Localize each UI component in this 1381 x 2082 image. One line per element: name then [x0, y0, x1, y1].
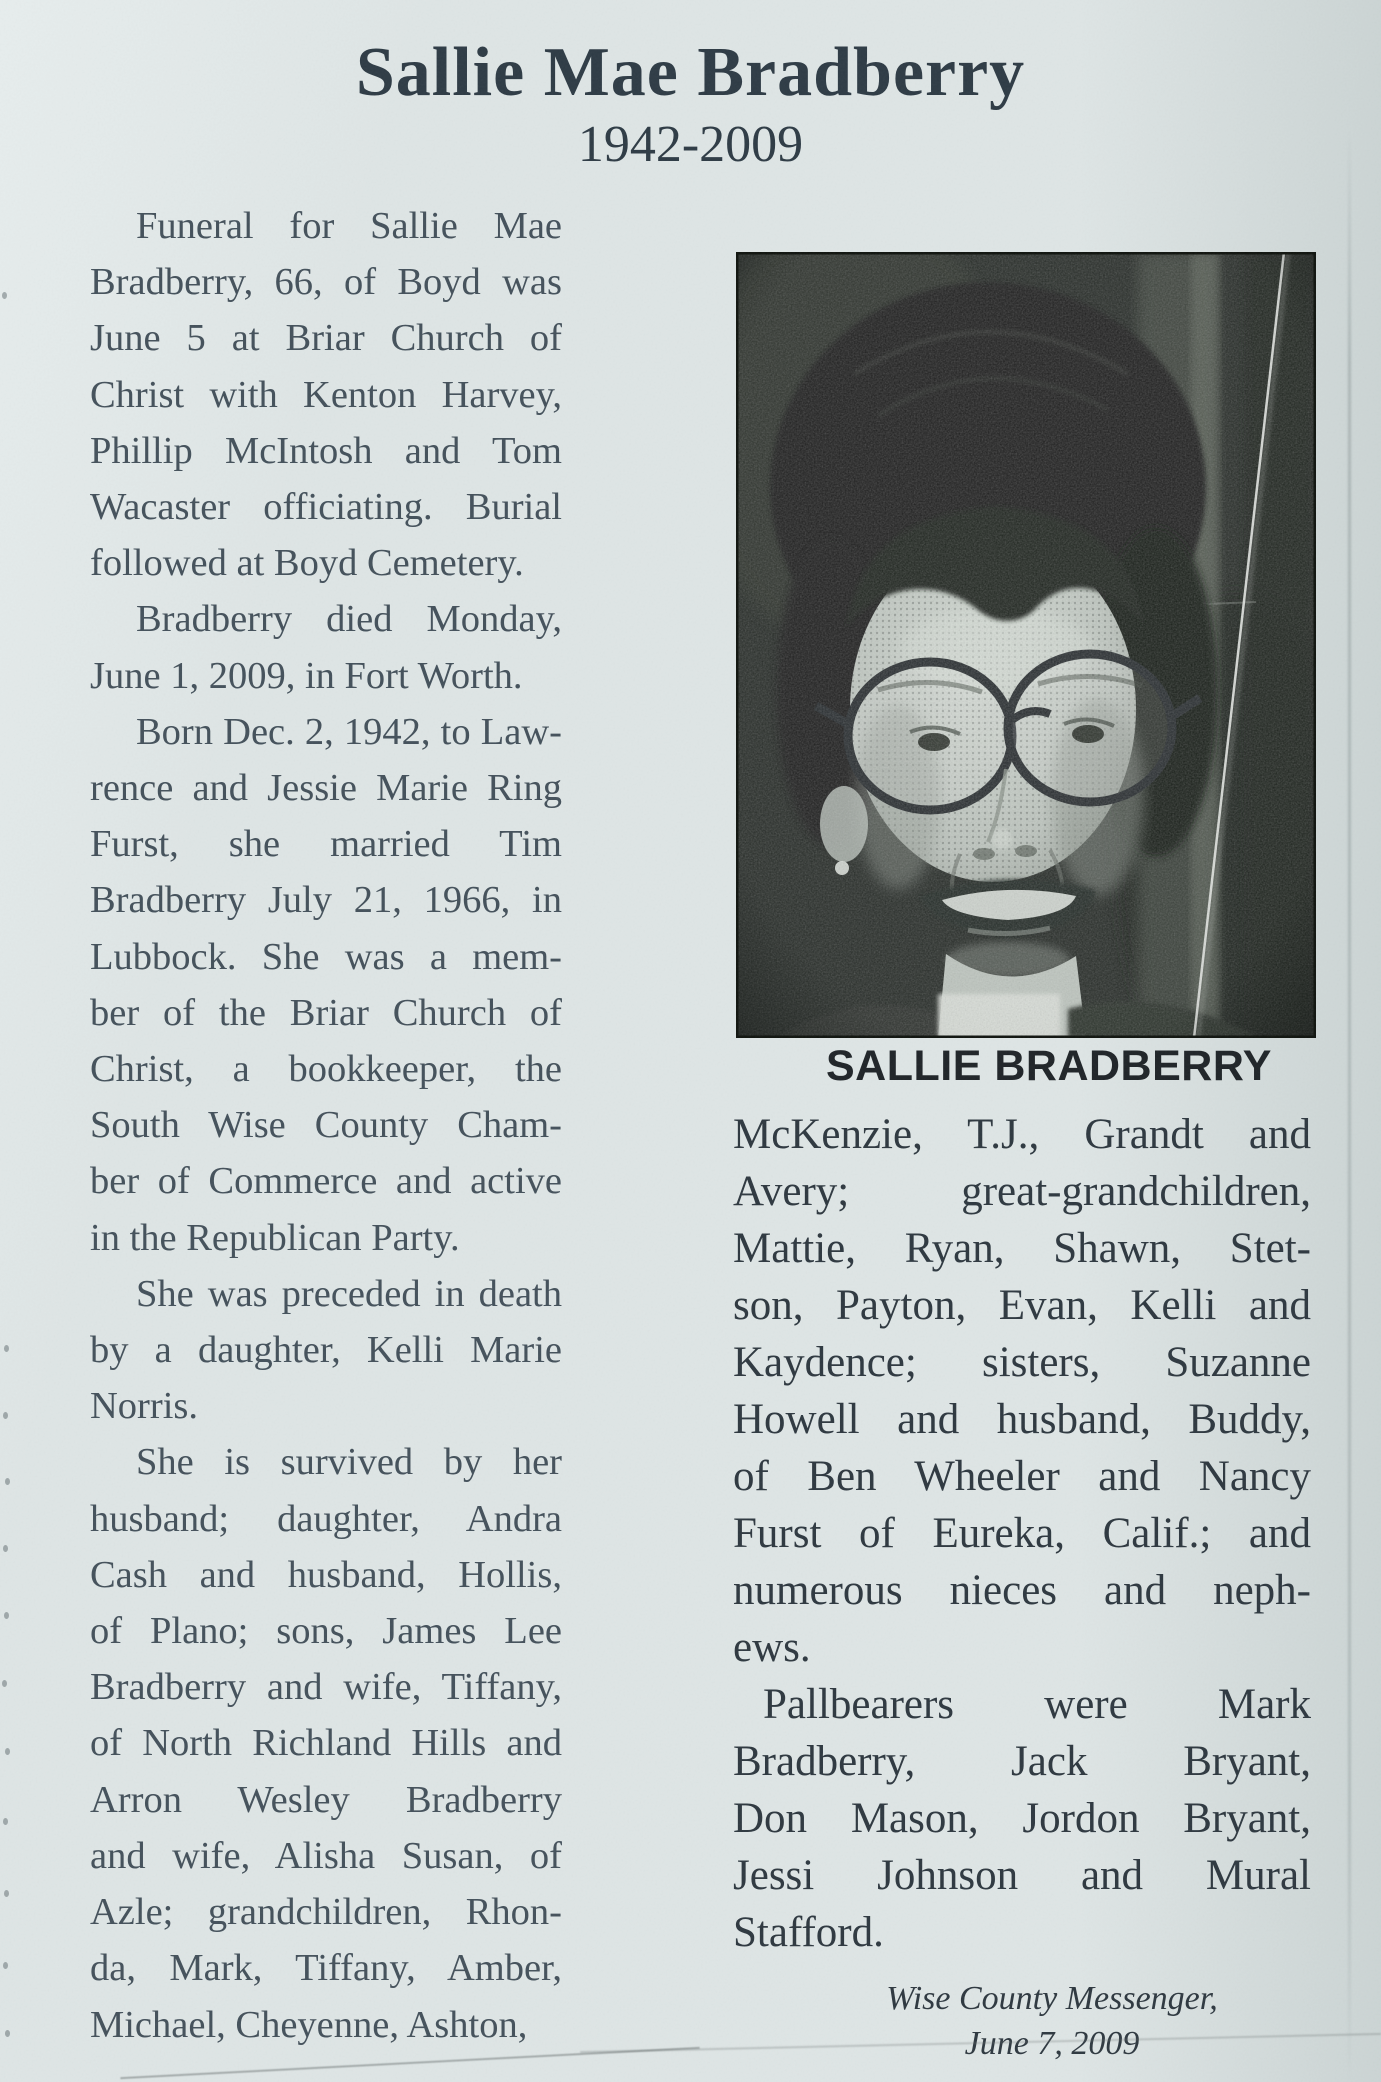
obituary-photo [736, 252, 1316, 1038]
text-line: ber of the Briar Church of [90, 991, 562, 1034]
photo-caption: SALLIE BRADBERRY [826, 1042, 1272, 1090]
paragraph [90, 591, 562, 703]
text-line: Don Mason, Jordon Bryant, [733, 1795, 1311, 1842]
text-line: Pallbearers were Mark [763, 1681, 1311, 1728]
text-line: Bradberry died Monday, [136, 598, 562, 641]
text-line: ews. [733, 1624, 811, 1671]
text-line: ber of Commerce and active [90, 1160, 562, 1203]
text-line: rence and Jessie Marie Ring [90, 767, 562, 810]
text-line: Christ with Kenton Harvey, [90, 373, 562, 416]
text-line: Bradberry, Jack Bryant, [733, 1738, 1311, 1785]
paper-speck [3, 1818, 8, 1825]
portrait-photo-svg [736, 252, 1316, 1038]
text-line: Michael, Cheyenne, Ashton, [90, 2003, 528, 2046]
text-line: Lubbock. She was a mem- [90, 935, 562, 978]
text-line: Christ, a bookkeeper, the [90, 1048, 562, 1091]
left-column [90, 198, 562, 2053]
paragraph [90, 704, 562, 1266]
paper-speck [3, 1545, 8, 1552]
text-line: and wife, Alisha Susan, of [90, 1834, 562, 1877]
text-line: Azle; grandchildren, Rhon- [90, 1891, 562, 1934]
text-line: of Ben Wheeler and Nancy [733, 1453, 1311, 1500]
paper-speck [4, 1612, 9, 1619]
source-attribution [733, 1976, 1311, 2066]
text-line: son, Payton, Evan, Kelli and [733, 1282, 1311, 1329]
paragraph [733, 1106, 1311, 1676]
text-line: da, Mark, Tiffany, Amber, [90, 1947, 562, 1990]
text-line: Cash and husband, Hollis, [90, 1553, 562, 1596]
page-subtitle: 1942-2009 [577, 116, 804, 173]
text-line: Wacaster officiating. Burial [90, 486, 562, 529]
paragraph [90, 1266, 562, 1435]
text-line: numerous nieces and neph- [733, 1567, 1311, 1614]
paper-speck [4, 1890, 9, 1897]
paragraph [90, 1434, 562, 2052]
paper-speck [5, 2030, 10, 2037]
paper-crease-vertical [1348, 130, 1351, 2082]
text-line: Kaydence; sisters, Suzanne [733, 1339, 1311, 1386]
text-line: Avery; great-grandchildren, [733, 1168, 1311, 1215]
text-line: Bradberry July 21, 1966, in [90, 879, 562, 922]
text-line: of North Richland Hills and [90, 1722, 562, 1765]
text-line: Phillip McIntosh and Tom [90, 429, 562, 472]
text-line: Bradberry, 66, of Boyd was [90, 261, 562, 304]
text-line: Norris. [90, 1385, 198, 1428]
text-line: June 5 at Briar Church of [90, 317, 562, 360]
text-line: in the Republican Party. [90, 1216, 460, 1259]
paper-speck [2, 292, 7, 299]
text-line: husband; daughter, Andra [90, 1497, 562, 1540]
text-line: Furst of Eureka, Calif.; and [733, 1510, 1311, 1557]
text-line: June 1, 2009, in Fort Worth. [90, 654, 523, 697]
text-line: Mattie, Ryan, Shawn, Stet- [733, 1225, 1311, 1272]
paper-speck [3, 1962, 8, 1969]
source-date: June 7, 2009 [964, 2025, 1140, 2062]
text-line: Arron Wesley Bradberry [90, 1778, 562, 1821]
text-line: Howell and husband, Buddy, [733, 1396, 1311, 1443]
paragraph [90, 198, 562, 591]
text-line: Bradberry and wife, Tiffany, [90, 1666, 562, 1709]
text-line: She is survived by her [136, 1441, 562, 1484]
text-line: of Plano; sons, James Lee [90, 1610, 562, 1653]
paper-speck [5, 1478, 10, 1485]
text-line: Jessi Johnson and Mural [733, 1852, 1311, 1899]
text-line: South Wise County Cham- [90, 1104, 562, 1147]
text-line: Furst, she married Tim [90, 823, 562, 866]
paper-speck [4, 1345, 9, 1352]
text-line: Born Dec. 2, 1942, to Law- [136, 710, 562, 753]
text-line: She was preceded in death [136, 1272, 562, 1315]
page-title: Sallie Mae Bradberry [355, 34, 1026, 111]
text-line: McKenzie, T.J., Grandt and [733, 1111, 1311, 1158]
text-line: by a daughter, Kelli Marie [90, 1329, 562, 1372]
text-line: followed at Boyd Cemetery. [90, 542, 524, 585]
paper-speck [5, 1748, 10, 1755]
paragraph [733, 1676, 1311, 1961]
text-line: Funeral for Sallie Mae [136, 205, 562, 247]
paper-speck [2, 1680, 7, 1687]
text-line: Stafford. [733, 1909, 884, 1956]
source-name: Wise County Messenger, [886, 1980, 1218, 2017]
right-column [733, 1106, 1311, 1961]
paper-speck [3, 1412, 8, 1419]
